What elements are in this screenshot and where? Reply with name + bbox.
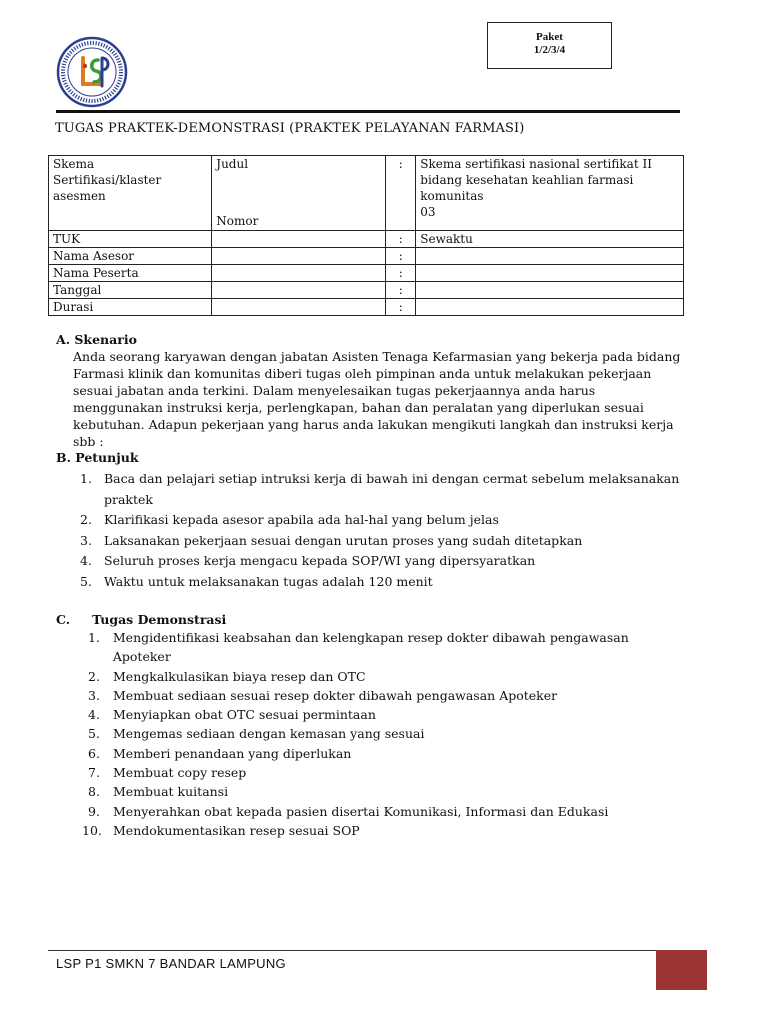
table-row bbox=[49, 248, 684, 265]
item-number: 3. bbox=[88, 687, 100, 703]
list-item bbox=[88, 705, 688, 724]
nomor-value: 03 bbox=[420, 205, 436, 219]
item-number: 2. bbox=[88, 668, 100, 684]
item-text: Seluruh proses kerja mengacu kepada SOP/WI yang dipersyaratkan bbox=[104, 553, 536, 568]
item-number: 10. bbox=[82, 822, 102, 838]
table-row bbox=[49, 231, 684, 248]
item-number: 2. bbox=[80, 512, 92, 527]
row-label: Tanggal bbox=[49, 282, 212, 299]
footer-accent-block bbox=[656, 950, 707, 990]
row-label: Durasi bbox=[49, 299, 212, 316]
item-text: Mendokumentasikan resep sesuai SOP bbox=[113, 822, 360, 838]
item-text: Mengkalkulasikan biaya resep dan OTC bbox=[113, 668, 366, 684]
item-number: 7. bbox=[88, 765, 100, 781]
colon: : bbox=[386, 231, 416, 248]
skenario-heading: A. Skenario bbox=[56, 332, 137, 347]
colon: : bbox=[386, 265, 416, 282]
colon: : bbox=[386, 282, 416, 299]
list-item bbox=[88, 628, 688, 667]
header-divider bbox=[56, 110, 680, 113]
item-number: 5. bbox=[80, 573, 92, 589]
row-empty bbox=[212, 248, 386, 265]
list-item bbox=[82, 821, 688, 840]
item-text: Menyerahkan obat kepada pasien disertai Komunikasi, Informasi dan Edukasi bbox=[113, 803, 609, 819]
row-value bbox=[416, 282, 684, 299]
item-text: Mengemas sediaan dengan kemasan yang sesuai bbox=[113, 726, 425, 742]
row-value bbox=[416, 299, 684, 316]
judul-nomor-cell bbox=[212, 156, 386, 231]
row-label: Nama Peserta bbox=[49, 265, 212, 282]
item-text: Membuat copy resep bbox=[113, 765, 247, 781]
list-item bbox=[80, 469, 680, 510]
item-text: Menyiapkan obat OTC sesuai permintaan bbox=[113, 707, 376, 723]
colon: : bbox=[386, 248, 416, 265]
item-text: Memberi penandaan yang diperlukan bbox=[113, 745, 352, 761]
colon: : bbox=[386, 299, 416, 316]
item-text: Klarifikasi kepada asesor apabila ada hal-hal yang belum jelas bbox=[104, 512, 499, 527]
item-number: 9. bbox=[88, 803, 100, 819]
item-text: Membuat kuitansi bbox=[113, 784, 229, 800]
list-item bbox=[88, 686, 688, 705]
row-empty bbox=[212, 231, 386, 248]
paket-label: Paket bbox=[536, 31, 563, 43]
judul-label: Judul bbox=[216, 157, 249, 171]
list-item bbox=[80, 572, 680, 593]
list-item bbox=[88, 802, 688, 821]
item-number: 1. bbox=[88, 630, 100, 645]
lsp-logo bbox=[56, 36, 128, 108]
document-title: TUGAS PRAKTEK-DEMONSTRASI (PRAKTEK PELAYANAN FARMASI) bbox=[55, 121, 525, 136]
judul-value: Skema sertifikasi nasional sertifikat II bidang kesehatan keahlian farmasi komunitas bbox=[420, 157, 652, 203]
item-number: 6. bbox=[88, 745, 100, 761]
item-number: 5. bbox=[88, 726, 100, 742]
row-label: TUK bbox=[49, 231, 212, 248]
row-empty bbox=[212, 299, 386, 316]
item-number: 8. bbox=[88, 784, 100, 800]
item-text: Membuat sediaan sesuai resep dokter dibawah pengawasan Apoteker bbox=[113, 687, 558, 703]
colon: : bbox=[386, 156, 416, 231]
list-item bbox=[88, 782, 688, 801]
list-item bbox=[80, 551, 680, 572]
footer-text: LSP P1 SMKN 7 BANDAR LAMPUNG bbox=[56, 956, 286, 971]
paket-value: 1/2/3/4 bbox=[533, 44, 566, 56]
list-item bbox=[88, 724, 688, 743]
item-text: Baca dan pelajari setiap intruksi kerja di bawah ini dengan cermat sebelum melaksanakan praktek bbox=[104, 471, 680, 507]
item-number: 4. bbox=[80, 553, 92, 568]
list-item bbox=[80, 510, 680, 531]
row-value bbox=[416, 265, 684, 282]
item-number: 3. bbox=[80, 532, 92, 548]
table-row bbox=[49, 265, 684, 282]
skema-row bbox=[49, 156, 684, 231]
petunjuk-heading: B. Petunjuk bbox=[56, 450, 139, 465]
tugas-list bbox=[82, 628, 688, 840]
list-item bbox=[88, 744, 688, 763]
table-row bbox=[49, 282, 684, 299]
list-item bbox=[88, 763, 688, 782]
tugas-heading-letter: C. bbox=[56, 612, 71, 627]
judul-value-cell bbox=[416, 156, 684, 231]
footer-divider bbox=[48, 950, 656, 951]
paket-box bbox=[487, 22, 612, 69]
item-number: 1. bbox=[80, 471, 92, 486]
tugas-heading bbox=[56, 611, 226, 628]
skenario-text: Anda seorang karyawan dengan jabatan Asisten Tenaga Kefarmasian yang bekerja pada bidang Farmasi klinik dan komunitas diberi tugas oleh pimpinan anda untuk melakukan pekerjaan sesuai jabatan anda terkini. Dalam menyelesaikan tugas pekerjaannya anda harus menggunakan instruksi kerja, perlengkapan, bahan dan peralatan yang diperlukan sesuai kebutuhan. Adapun pekerjaan yang harus anda lakukan mengikuti langkah dan instruksi kerja sbb : bbox=[73, 349, 681, 449]
skema-label: Skema Sertifikasi/klaster asesmen bbox=[49, 156, 212, 231]
item-text: Mengidentifikasi keabsahan dan kelengkapan resep dokter dibawah pengawasan Apoteker bbox=[112, 630, 629, 665]
item-text: Laksanakan pekerjaan sesuai dengan urutan proses yang sudah ditetapkan bbox=[104, 532, 583, 548]
info-table bbox=[48, 155, 684, 316]
row-value bbox=[416, 248, 684, 265]
tugas-heading-text: Tugas Demonstrasi bbox=[92, 612, 227, 627]
petunjuk-list bbox=[80, 469, 680, 592]
row-empty bbox=[212, 265, 386, 282]
list-item bbox=[88, 667, 688, 686]
nomor-label: Nomor bbox=[216, 214, 259, 228]
item-text: Waktu untuk melaksanakan tugas adalah 120 menit bbox=[104, 573, 433, 589]
row-empty bbox=[212, 282, 386, 299]
list-item bbox=[80, 531, 680, 552]
row-label: Nama Asesor bbox=[49, 248, 212, 265]
item-number: 4. bbox=[88, 707, 100, 723]
row-value: Sewaktu bbox=[416, 231, 684, 248]
table-row bbox=[49, 299, 684, 316]
